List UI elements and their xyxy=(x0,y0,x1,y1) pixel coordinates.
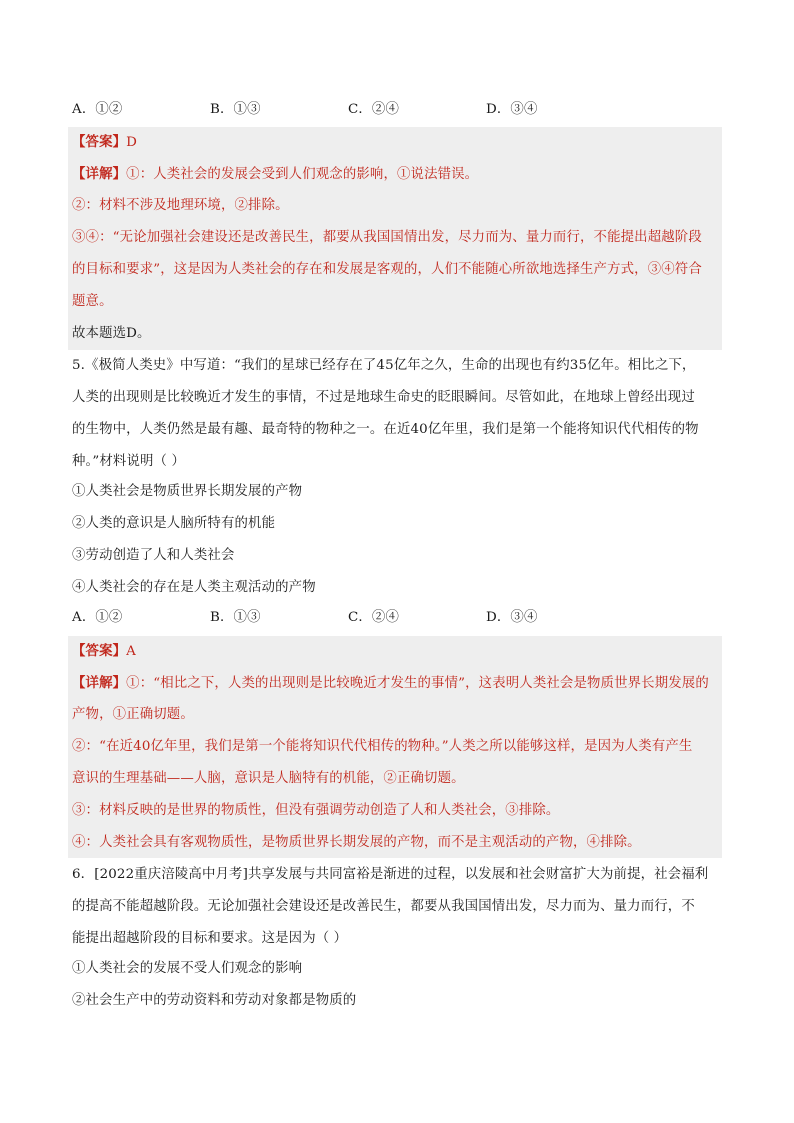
q5-detail-2: 产物，①正确切题。 xyxy=(72,707,194,722)
q5-answer xyxy=(72,640,722,663)
q6-stem-1: 6．[2022重庆涪陵高中月考]共享发展与共同富裕是渐进的过程，以发展和社会财富扩大为前提，社会福利 xyxy=(72,867,709,882)
q4-option-d: D．③④ xyxy=(486,102,538,117)
answer-value: D xyxy=(126,135,138,150)
q5-detail-6: ④：人类社会具有客观物质性，是物质世界长期发展的产物，而不是主观活动的产物，④排除。 xyxy=(72,835,641,850)
q4-answer xyxy=(72,131,722,154)
q4-option-c: C．②④ xyxy=(348,102,400,117)
q5-statement-1: ①人类社会是物质世界长期发展的产物 xyxy=(72,484,303,499)
q5-stem-3: 的生物中，人类仍然是最有趣、最奇特的物种之一。在近40亿年里，我们是第一个能将知识代代相传的物 xyxy=(72,422,699,437)
q4-option-b: B．①③ xyxy=(210,102,261,117)
answer-label: 【答案】 xyxy=(72,643,127,659)
q5-option-a: A．①② xyxy=(72,610,123,625)
q5-statement-3: ③劳动创造了人和人类社会 xyxy=(72,548,235,563)
q5-option-c: C．②④ xyxy=(348,610,400,625)
q5-detail-3: ②：“在近40亿年里，我们是第一个能将知识代代相传的物种。”人类之所以能够这样，是因为人类有产生 xyxy=(72,739,693,754)
q4-detail-2: ②：材料不涉及地理环境，②排除。 xyxy=(72,198,289,213)
q4-option-a: A．①② xyxy=(72,102,123,117)
detail-label: 【详解】 xyxy=(72,166,127,182)
q4-options xyxy=(72,99,722,121)
q4-detail-3: ③④：“无论加强社会建设还是改善民生，都要从我国国情出发，尽力而为、量力而行，不能提出超越阶段 xyxy=(72,230,702,245)
q6-stem-3: 能提出超越阶段的目标和要求。这是因为（ ） xyxy=(72,931,348,946)
q4-conclusion: 故本题选D。 xyxy=(72,326,151,341)
answer-label: 【答案】 xyxy=(72,134,127,150)
q5-detail-5: ③：材料反映的是世界的物质性，但没有强调劳动创造了人和人类社会，③排除。 xyxy=(72,803,560,818)
q6-statement-1: ①人类社会的发展不受人们观念的影响 xyxy=(72,961,303,976)
q5-statement-2: ②人类的意识是人脑所特有的机能 xyxy=(72,516,276,531)
detail-label: 【详解】 xyxy=(72,675,127,691)
q4-detail-1: 【详解】①：人类社会的发展会受到人们观念的影响，①说法错误。 xyxy=(72,166,479,182)
q6-stem-2: 的提高不能超越阶段。无论加强社会建设还是改善民生，都要从我国国情出发，尽力而为、量力而行，不 xyxy=(72,899,695,914)
q6-statement-2: ②社会生产中的劳动资料和劳动对象都是物质的 xyxy=(72,993,357,1008)
q5-options xyxy=(72,607,722,629)
q5-detail-4: 意识的生理基础——人脑，意识是人脑特有的机能，②正确切题。 xyxy=(72,771,465,786)
q5-option-d: D．③④ xyxy=(486,610,538,625)
q4-detail-5: 题意。 xyxy=(72,294,113,309)
q5-stem-4: 种。”材料说明（ ） xyxy=(72,454,186,469)
q5-option-b: B．①③ xyxy=(210,610,261,625)
q5-statement-4: ④人类社会的存在是人类主观活动的产物 xyxy=(72,580,316,595)
q5-detail-1: 【详解】①：“相比之下，人类的出现则是比较晚近才发生的事情”，这表明人类社会是物质世界长期发展的 xyxy=(72,675,709,691)
q5-stem-2: 人类的出现则是比较晚近才发生的事情，不过是地球生命史的眨眼瞬间。尽管如此，在地球上曾经出现过 xyxy=(72,390,695,405)
answer-value: A xyxy=(126,644,136,659)
q4-detail-4: 的目标和要求”，这是因为人类社会的存在和发展是客观的，人们不能随心所欲地选择生产方式，③④符合 xyxy=(72,262,702,277)
q5-stem-1: 5.《极简人类史》中写道：“我们的星球已经存在了45亿年之久，生命的出现也有约35亿年。相比之下， xyxy=(72,358,696,373)
